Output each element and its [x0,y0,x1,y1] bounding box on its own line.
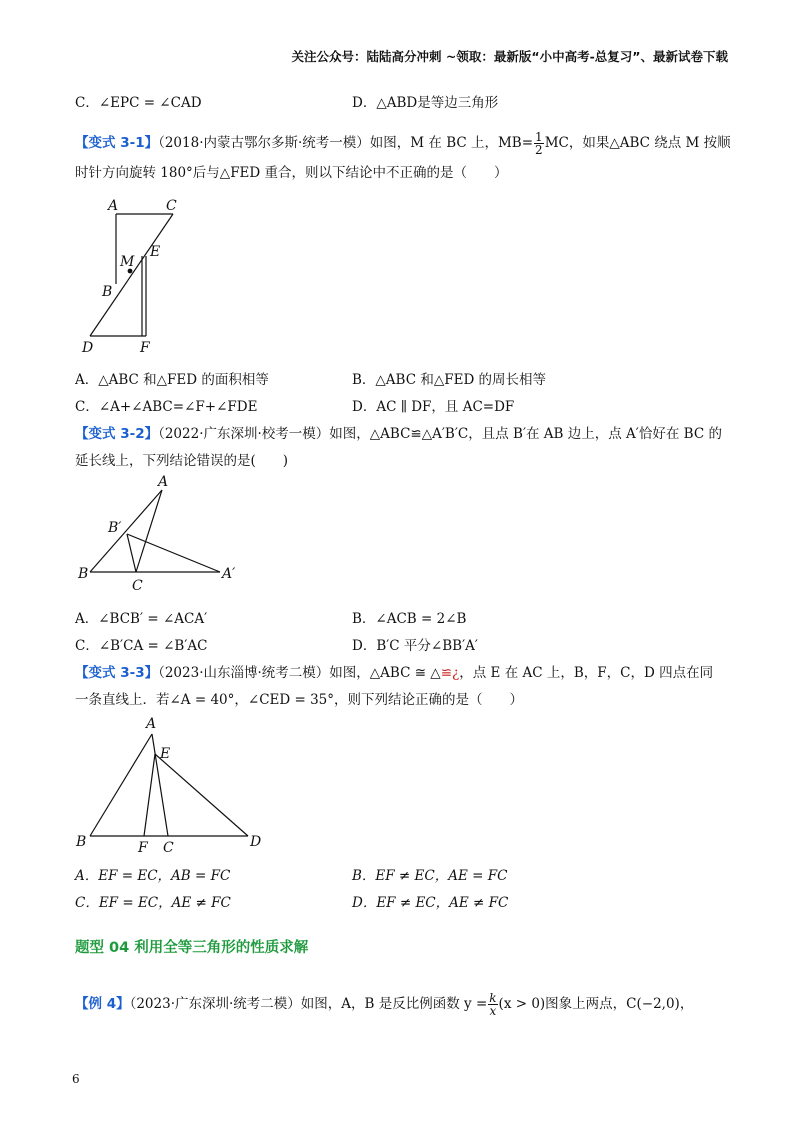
q32-option-b: B．∠ACB = 2∠B [352,611,467,627]
q32-option-d: D．B′C 平分∠BB′A′ [352,638,478,654]
q31-label-d: D [82,340,94,356]
q33-label-d: D [250,834,262,850]
q33-text1-mark: ≌¿ [440,665,460,681]
q31-option-d: D．AC ∥ DF，且 AC=DF [352,399,515,415]
page-number: 6 [72,1072,80,1086]
ex4-frac-den: x [489,1004,497,1018]
q32-figure [70,472,250,602]
q33-line2: 一条直线上．若∠A = 40°，∠CED = 35°，则下列结论正确的是（ ） [75,692,524,708]
q33-label-e: E [160,746,171,762]
page-header: 关注公众号：陆陆高分冲刺 ~领取：最新版“小中高考-总复习”、最新试卷下载 [291,49,728,64]
q33-label-c: C [163,840,174,856]
q33-tag: 【变式 3-3】 [75,665,159,681]
q31-label-a: A [108,198,119,214]
q33-text1a: （2023·山东淄博·统考二模）如图，△ABC ≅ △ [158,665,441,681]
q33-line1 [75,663,713,683]
q31-fraction [534,131,544,156]
q33-option-b: B．EF ≠ EC，AE = FC [352,868,508,884]
q31-label-b: B [102,284,113,300]
q33-text1b: ，点 E 在 AC 上，B，F，C，D 四点在同 [459,665,714,681]
q33-option-d: D．EF ≠ EC，AE ≠ FC [352,895,509,911]
q31-text1-tail: MC，如果△ABC 绕点 M 按顺 [544,135,731,151]
q31-frac-num: 1 [535,130,543,144]
q33-label-b: B [76,834,87,850]
q31-option-a: A．△ABC 和△FED 的面积相等 [75,372,269,388]
q31-line2: 时针方向旋转 180°后与△FED 重合，则以下结论中不正确的是（ ） [75,165,508,181]
q32-label-a: A [158,474,169,490]
q33-figure [70,712,280,857]
q32-label-a-prime: A′ [222,566,236,582]
q32-line1 [75,424,722,444]
ex4-text-b: (x > 0)图象上两点，C(−2,0)， [498,996,694,1012]
q31-label-f: F [140,340,150,356]
q33-label-f: F [138,840,148,856]
q31-tag: 【变式 3-1】 [75,135,159,151]
q32-label-b-prime: B′ [108,520,122,536]
q33-option-c: C．EF = EC，AE ≠ FC [75,895,231,911]
ex4-text-a: （2023·广东深圳·统考二模）如图，A，B 是反比例函数 y = [129,996,488,1012]
q31-figure [70,190,210,360]
q33-label-a: A [146,716,157,732]
prev-option-c: C．∠EPC = ∠CAD [75,95,202,111]
q32-line2: 延长线上，下列结论错误的是( ) [75,453,289,469]
q32-option-a: A．∠BCB′ = ∠ACA′ [75,611,208,627]
q31-label-c: C [166,198,177,214]
q31-text1: （2018·内蒙古鄂尔多斯·统考一模）如图，M 在 BC 上，MB= [158,135,534,151]
q32-option-c: C．∠B′CA = ∠B′AC [75,638,208,654]
q31-option-c: C．∠A+∠ABC=∠F+∠FDE [75,399,258,415]
ex4-frac-num: k [489,991,497,1005]
q31-label-m: M [120,254,135,270]
ex4-line [75,992,693,1017]
q32-text1: （2022·广东深圳·校考一模）如图，△ABC≌△A′B′C，且点 B′在 AB 边上，点 A′恰好在 BC 的 [158,426,722,442]
q31-option-b: B．△ABC 和△FED 的周长相等 [352,372,547,388]
ex4-fraction [488,992,497,1017]
q32-label-c: C [132,578,143,594]
prev-option-d: D．△ABD是等边三角形 [352,95,499,111]
q33-option-a: A．EF = EC，AB = FC [75,868,231,884]
q31-label-e: E [150,244,161,260]
q32-tag: 【变式 3-2】 [75,426,159,442]
ex4-tag: 【例 4】 [75,996,130,1012]
q31-line1 [75,131,731,156]
q32-label-b: B [78,566,89,582]
section-title: 题型 04 利用全等三角形的性质求解 [75,940,309,956]
q31-frac-den: 2 [535,143,543,157]
